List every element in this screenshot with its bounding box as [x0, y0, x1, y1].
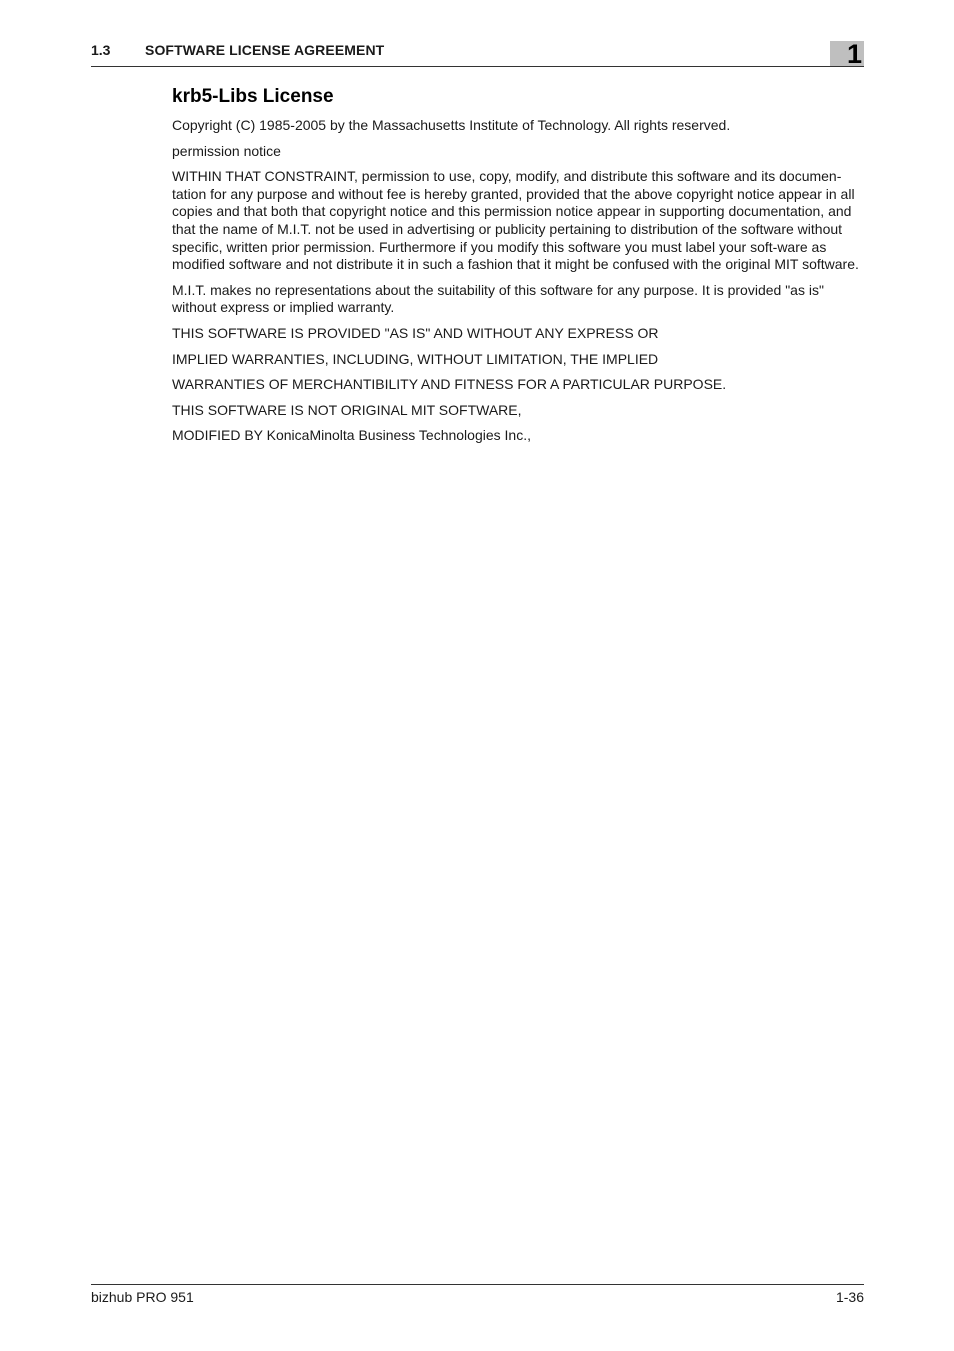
permission-paragraph: WITHIN THAT CONSTRAINT, permission to use, copy, modify, and distribute this software and its documen-tation for any purpose and without fee is hereby granted, provided that the above copyright notice appear in all copies and that both that copyright notice and this permission notice appear in supporting documentation, and that the name of M.I.T. not be used in advertising or publicity pertaining to distribution of the software without specific, written prior permission. Furthermore if you modify this software you must label your soft-ware as modified software and not distribute it in such a fashion that it might be confused with the original MIT software.	[172, 168, 859, 273]
section-number: 1.3	[91, 42, 111, 58]
footer-product-name: bizhub PRO 951	[91, 1289, 194, 1305]
page-header	[91, 40, 864, 67]
main-content	[172, 86, 865, 453]
disclaimer-line-2: IMPLIED WARRANTIES, INCLUDING, WITHOUT LIMITATION, THE IMPLIED	[172, 350, 659, 367]
representation-paragraph: M.I.T. makes no representations about the suitability of this software for any purpose. It is provided "as is" without express or implied warranty.	[172, 281, 824, 316]
permission-notice-label: permission notice	[172, 142, 281, 159]
modified-by-line: MODIFIED BY KonicaMinolta Business Technologies Inc.,	[172, 427, 531, 444]
footer-page-number: 1-36	[835, 1289, 864, 1305]
not-original-line: THIS SOFTWARE IS NOT ORIGINAL MIT SOFTWARE,	[172, 401, 522, 418]
disclaimer-line-1: THIS SOFTWARE IS PROVIDED "AS IS" AND WITHOUT ANY EXPRESS OR	[172, 324, 659, 341]
page-title: krb5-Libs License	[172, 86, 334, 107]
chapter-tab	[830, 39, 864, 69]
section-title: SOFTWARE LICENSE AGREEMENT	[145, 42, 385, 58]
disclaimer-line-3: WARRANTIES OF MERCHANTIBILITY AND FITNESS FOR A PARTICULAR PURPOSE.	[172, 376, 727, 393]
chapter-number: 1	[846, 39, 862, 69]
page-footer	[91, 1284, 864, 1305]
copyright-paragraph: Copyright (C) 1985-2005 by the Massachusetts Institute of Technology. All rights reserved.	[172, 117, 731, 133]
